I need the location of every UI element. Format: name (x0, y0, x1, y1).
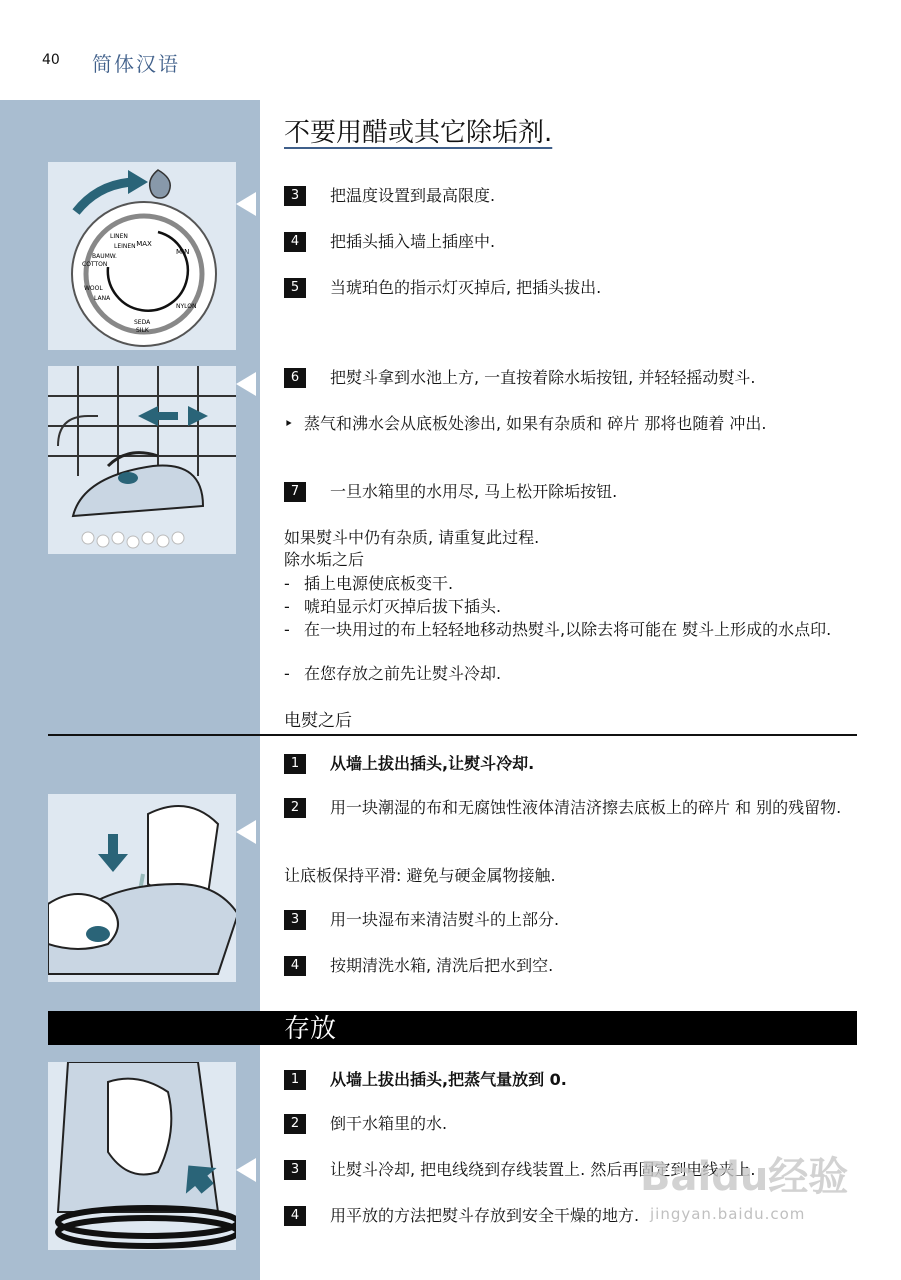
step-text: 按期清洗水箱, 清洗后把水到空. (330, 956, 554, 975)
dash-text: 在您存放之前先让熨斗冷却. (304, 664, 502, 683)
step-text: 把插头插入墙上插座中. (330, 232, 496, 251)
repeat-instruction: 如果熨斗中仍有杂质, 请重复此过程. (284, 528, 540, 547)
dash-marker: - (284, 664, 290, 683)
step-text: 把温度设置到最高限度. (330, 186, 496, 205)
step-item (284, 752, 861, 776)
step-number: 4 (284, 232, 306, 252)
dial-min-label: MIN (176, 248, 190, 256)
page-number: 40 (42, 52, 60, 68)
dial-silk-label: SILK (136, 327, 149, 334)
note-marker: ‣ (284, 414, 294, 433)
soleplate-note: 让底板保持平滑: 避免与硬金属物接触. (284, 866, 556, 885)
down-arrow-icon (98, 834, 128, 872)
panel-pointer (236, 372, 256, 396)
storage-section-bar (48, 1011, 857, 1045)
dash-marker: - (284, 574, 290, 593)
note-text: 蒸气和沸水会从底板处渗出, 如果有杂质和 碎片 那将也随着 冲出. (304, 414, 767, 433)
illustration-cleaning-iron (48, 794, 236, 982)
dash-item (284, 572, 861, 595)
dash-item (284, 662, 861, 685)
illustration-temperature-dial (48, 162, 236, 350)
panel-pointer (236, 820, 256, 844)
step-item (284, 480, 861, 504)
step-text: 用一块湿布来清洁熨斗的上部分. (330, 910, 560, 929)
step-item (284, 276, 861, 300)
watermark-brand: Baidu经验 (640, 1154, 849, 1200)
after-ironing-heading: 电熨之后 (284, 711, 352, 731)
step-item (284, 366, 861, 390)
dial-seda-label: SEDA (134, 319, 151, 326)
water-pour-drawing (48, 794, 236, 982)
left-arrow-icon (138, 406, 158, 426)
storage-section-title: 存放 (284, 1014, 337, 1044)
dial-leinen-label: LEINEN (114, 243, 136, 250)
step-text: 用一块潮湿的布和无腐蚀性液体清洁济擦去底板上的碎片 和 别的残留物. (330, 798, 842, 817)
dash-item (284, 595, 861, 618)
watermark-url: jingyan.baidu.com (650, 1205, 806, 1223)
section-divider (48, 734, 857, 736)
page-title: 不要用醋或其它除垢剂. (284, 118, 553, 148)
dial-max-label: MAX (136, 240, 152, 248)
dial-nylon-label: NYLON (176, 303, 197, 310)
panel-pointer (236, 1158, 256, 1182)
illustration-storage (48, 1062, 236, 1250)
step-item (284, 1068, 861, 1092)
step-item (284, 230, 861, 254)
step-number: 4 (284, 1206, 306, 1226)
step-item (284, 796, 861, 820)
illustration-descale-over-sink (48, 366, 236, 554)
panel-pointer (236, 192, 256, 216)
step-item (284, 184, 861, 208)
step-number: 2 (284, 1114, 306, 1134)
step-number: 1 (284, 1070, 306, 1090)
step-number: 2 (284, 798, 306, 818)
step-number: 3 (284, 910, 306, 930)
step-number: 4 (284, 956, 306, 976)
dial-cotton-label: COTTON (82, 261, 108, 268)
indicator-mark-icon (150, 170, 171, 198)
dash-marker: - (284, 620, 290, 639)
step-number: 3 (284, 1160, 306, 1180)
dial-wool-label: WOOL (84, 285, 103, 292)
dial-baumw-label: BAUMW. (92, 253, 117, 260)
temperature-dial-drawing (48, 162, 236, 350)
sink-drawing (48, 366, 236, 554)
step-text: 让熨斗冷却, 把电线绕到存线装置上. 然后再固定到电线夹上. (330, 1160, 756, 1179)
step-text: 把熨斗拿到水池上方, 一直按着除水垢按钮, 并轻轻摇动熨斗. (330, 368, 756, 387)
step-item (284, 1112, 861, 1136)
dash-text: 唬珀显示灯灭掉后拔下插头. (304, 597, 502, 616)
step-number: 1 (284, 754, 306, 774)
dash-item (284, 618, 861, 641)
dash-text: 在一块用过的布上轻轻地移动热熨斗,以除去将可能在 熨斗上形成的水点印. (304, 620, 832, 639)
dash-text: 插上电源使底板变干. (304, 574, 454, 593)
step-text: 从墙上拔出插头,让熨斗冷却. (330, 754, 535, 773)
step-number: 7 (284, 482, 306, 502)
language-label: 简体汉语 (92, 52, 180, 76)
step-text: 用平放的方法把熨斗存放到安全干燥的地方. (330, 1206, 640, 1225)
dash-marker: - (284, 597, 290, 616)
after-descale-title: 除水垢之后 (284, 550, 365, 569)
step-text: 倒干水箱里的水. (330, 1114, 448, 1133)
dial-linen-label: LINEN (110, 233, 128, 240)
step-number: 3 (284, 186, 306, 206)
step-item (284, 954, 861, 978)
note-item (284, 412, 861, 435)
step-item (284, 908, 861, 932)
storage-drawing (48, 1062, 236, 1250)
dial-lana-label: LANA (94, 295, 111, 302)
step-number: 6 (284, 368, 306, 388)
step-text: 从墙上拔出插头,把蒸气量放到 0. (330, 1070, 567, 1089)
step-text: 当琥珀色的指示灯灭掉后, 把插头拔出. (330, 278, 602, 297)
step-text: 一旦水箱里的水用尽, 马上松开除垢按钮. (330, 482, 618, 501)
step-number: 5 (284, 278, 306, 298)
